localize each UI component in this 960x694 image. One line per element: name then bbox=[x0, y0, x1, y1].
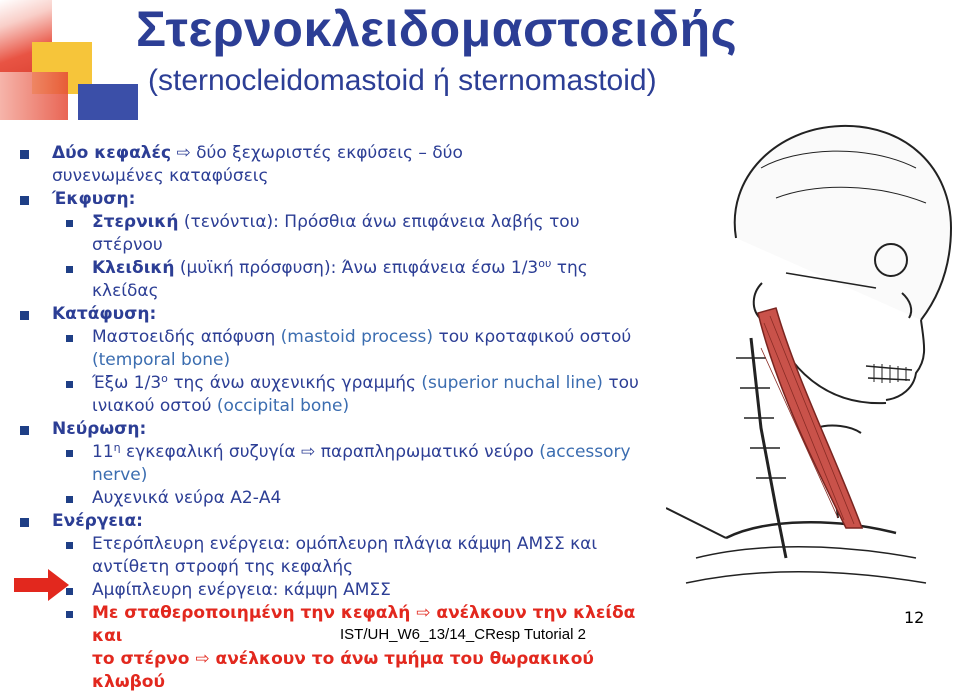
bullet-heads: Δύο κεφαλές ⇨ δύο ξεχωριστές εκφύσεις – δύο συνενωμένες καταφύσεις bbox=[20, 142, 670, 188]
arrow-right-icon: ⇨ bbox=[416, 603, 431, 623]
arrow-right-icon: ⇨ bbox=[176, 143, 191, 163]
footer-text: IST/UH_W6_13/14_CResp Tutorial 2 bbox=[340, 626, 586, 643]
bullet-nerve-11: $11^\eta$ εγκεφαλική συζυγία ⇨ παραπληρωματικό νεύρο (accessory nerve) bbox=[20, 441, 670, 487]
corner-decoration-blue bbox=[78, 84, 138, 120]
corner-decoration-red-lower bbox=[0, 72, 68, 120]
bullet-unilateral: Ετερόπλευρη ενέργεια: ομόπλευρη πλάγια κάμψη ΑΜΣΣ και αντίθετη στροφή της κεφαλής bbox=[20, 533, 670, 579]
bullet-bilateral: Αμφίπλευρη ενέργεια: κάμψη ΑΜΣΣ bbox=[20, 579, 670, 602]
bullet-mastoid: Μαστοειδής απόφυση (mastoid process) του κροταφικού οστού (temporal bone) bbox=[20, 326, 670, 372]
bullet-sternal: Στερνική (τενόντια): Πρόσθια άνω επιφάνεια λαβής του στέρνου bbox=[20, 211, 670, 257]
bullet-innervation: Νεύρωση: bbox=[20, 418, 670, 441]
bullet-action: Ενέργεια: bbox=[20, 510, 670, 533]
bullet-fixed-head: Με σταθεροποιημένη την κεφαλή ⇨ ανέλκουν την κλείδα και το στέρνο ⇨ ανέλκουν το άνω τμήμα του θωρακικού κλωβού bbox=[20, 602, 670, 694]
bullet-clavicular: Κλειδική (μυϊκή πρόσφυση): Άνω επιφάνεια έσω $1/3^{o\upsilon}$ της κλείδας bbox=[20, 257, 670, 303]
skull-neck-illustration bbox=[666, 88, 960, 608]
bullet-origin: Έκφυση: bbox=[20, 188, 670, 211]
bullet-cervical-nerves: Αυχενικά νεύρα Α2-Α4 bbox=[20, 487, 670, 510]
red-pointer-arrow-icon bbox=[14, 568, 70, 602]
slide-subtitle: (sternocleidomastoid ή sternomastoid) bbox=[148, 64, 657, 97]
arrow-right-icon: ⇨ bbox=[301, 442, 316, 462]
bullet-nuchal: Έξω $1/3^o$ της άνω αυχενικής γραμμής (superior nuchal line) του ινιακού οστού (occipital bone) bbox=[20, 372, 670, 418]
page-number: 12 bbox=[904, 608, 925, 627]
bullet-list bbox=[20, 142, 670, 694]
arrow-right-icon: ⇨ bbox=[195, 649, 210, 669]
slide-title: Στερνοκλειδομαστοειδής bbox=[136, 1, 738, 57]
bullet-insertion: Κατάφυση: bbox=[20, 303, 670, 326]
